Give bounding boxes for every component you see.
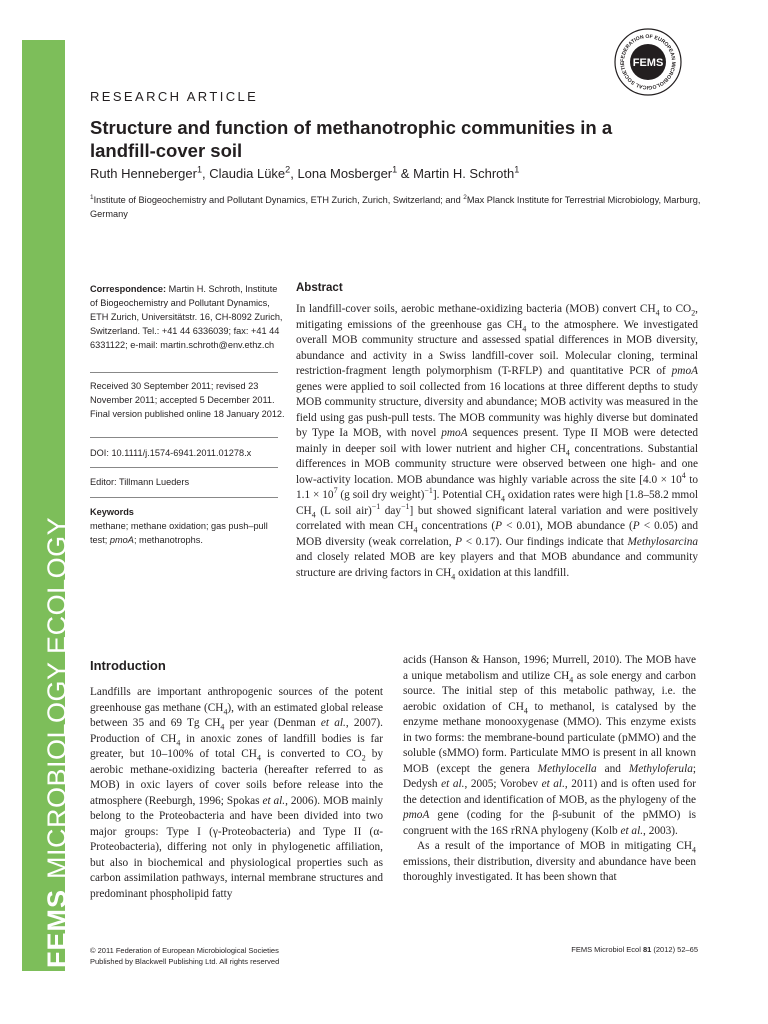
journal-brand: FEMS (42, 888, 72, 968)
footer-citation: FEMS Microbiol Ecol 81 (2012) 52–65 (571, 945, 698, 954)
divider (90, 437, 278, 438)
logo-ring-text: FEDERATION OF EUROPEAN MICROBIOLOGICAL SOCIETIE (619, 33, 677, 91)
article-doi: DOI: 10.1111/j.1574-6941.2011.01278.x (90, 448, 252, 458)
keywords-label: Keywords (90, 507, 134, 517)
footer-copyright: © 2011 Federation of European Microbiological Societies Published by Blackwell Publishing Ltd. All rights reserved (90, 946, 280, 966)
author-name: Lona Mosberger (297, 166, 393, 181)
keywords: Keywords methane; methane oxidation; gas push–pull test; pmoA; methanotrophs. (90, 507, 268, 545)
author-name: Claudia Lüke (209, 166, 286, 181)
divider (90, 467, 278, 468)
journal-sidebar-text (44, 517, 71, 968)
logo-center-text: FEMS (632, 57, 664, 69)
author-name: Martin H. Schroth (413, 166, 515, 181)
article-title: Structure and function of methanotrophic communities in a landfill-cover soil (90, 117, 613, 161)
affiliations: $^1$Institute of Biogeochemistry and Pollutant Dynamics, ETH Zurich, Zurich, Switzerland; and $^2$Max Planck Institute for Terrestrial Microbiology, Marburg, Germany (90, 193, 701, 219)
author-name: Ruth Henneberger (90, 166, 197, 181)
abstract-text: In landfill-cover soils, aerobic methane-oxidizing bacteria (MOB) convert $CH_4$ to $CO_2$, mitigating emissions of the greenhouse gas $CH_4$ to the atmosphere. We investigated overall MOB community structure and assessed spatial differences in MOB diversity, abundance and activity in a Swiss landfill-cover soil. Molecular cloning, terminal restriction-fragment length polymorphism (T-RFLP) and quantitative PCR of pmoA genes were applied to soil collected from 16 locations at three different depths to study MOB community structure, diversity and abundance; MOB activity was measured in the field using gas push-pull tests. The MOB community was highly diverse but dominated by Type Ia MOB, with novel pmoA sequences present. Type II MOB were detected mainly in deeper soil with lower nutrient and higher $CH_4$ concentrations. Substantial differences in MOB community structure were observed between one high- and one low-activity location. MOB abundance was highly variable across the site [$4.0 \times 10^4$ to $1.1 \times 10^7$ (g soil dry weight)$^{-1}$]. Potential $CH_4$ oxidation rates were high [1.8–58.2 mmol $CH_4$ (L soil air)$^{-1}$ day$^{-1}$] but showed significant lateral variation and were positively correlated with mean $CH_4$ concentrations (P < 0.01), MOB abundance (P < 0.05) and MOB diversity (weak correlation, P < 0.17). Our findings indicate that Methylosarcina and closely related MOB are key players and that MOB abundance and community structure are driving factors in $CH_4$ oxidation at this landfill. (296, 303, 699, 581)
divider (90, 497, 278, 498)
abstract-heading: Abstract (296, 282, 343, 294)
journal-name: MICROBIOLOGY ECOLOGY (42, 516, 72, 879)
divider (90, 372, 278, 373)
article-editor: Editor: Tillmann Lueders (90, 477, 190, 487)
article-type: RESEARCH ARTICLE (90, 89, 259, 104)
body-column-left: Landfills are important anthropogenic sources of the potent greenhouse gas methane $(CH_4)$, with an estimated global release between 35 and 69 Tg $CH_4$ per year (Denman et al., 2007). Production of $CH_4$ in anoxic zones of landfill bodies is far greater, but 10–100% of total $CH_4$ is converted to $CO_2$ by aerobic methane-oxidizing bacteria (hereafter referred to as MOB) in oxic layers of cover soils before release into the atmosphere (Reeburgh, 1996; Spokas et al., 2006). MOB mainly belong to the Proteobacteria and have been divided into two major groups: Type I (γ-Proteobacteria) and Type II (α-Proteobacteria), differing not only in phylogenetic affiliation, but also in biochemical and physiological properties such as carbon assimilation pathways, internal membrane structures and predominant phospholipid fatty (90, 686, 384, 900)
fems-seal-icon (614, 28, 682, 96)
correspondence: Correspondence: Martin H. Schroth, Institute of Biogeochemistry and Pollutant Dynamics, ETH Zurich, Universitätstr. 16, CH-8092 Zurich, Switzerland. Tel.: +41 44 6336039; fax: +41 44 6331122; e-mail: martin.schroth@env.ethz.ch (90, 284, 283, 350)
body-column-right: acids (Hanson & Hanson, 1996; Murrell, 2010). The MOB have a unique metabolism and utilize $CH_4$ as sole energy and carbon source. The initial step of this metabolic pathway, i.e. the aerobic oxidation of $CH_4$ to methanol, is catalysed by the enzyme methane monooxygenase (MMO). This enzyme exists in two forms: the membrane-bound particulate (pMMO) and the soluble (sMMO) form. Particulate MMO is present in all known MOB (except the genera Methylocella and Methyloferula; Dedysh et al., 2005; Vorobev et al., 2011) and is often used for the detection and identification of MOB, as the phylogeny of the pmoA gene (coding for the β-subunit of the pMMO) is congruent with the 16S rRNA phylogeny (Kolb et al., 2003). As a result of the importance of MOB in mitigating $CH_4$ emissions, their distribution, diversity and abundance have been thoroughly investigated. It has been shown that (403, 654, 697, 883)
article-dates: Received 30 September 2011; revised 23 November 2011; accepted 5 December 2011. Final version published online 18 January 2012. (90, 381, 285, 419)
author-list: Ruth Henneberger$^1$, Claudia Lüke$^2$, Lona Mosberger$^1$ & Martin H. Schroth$^1$ (90, 164, 520, 181)
introduction-heading: Introduction (90, 658, 166, 673)
